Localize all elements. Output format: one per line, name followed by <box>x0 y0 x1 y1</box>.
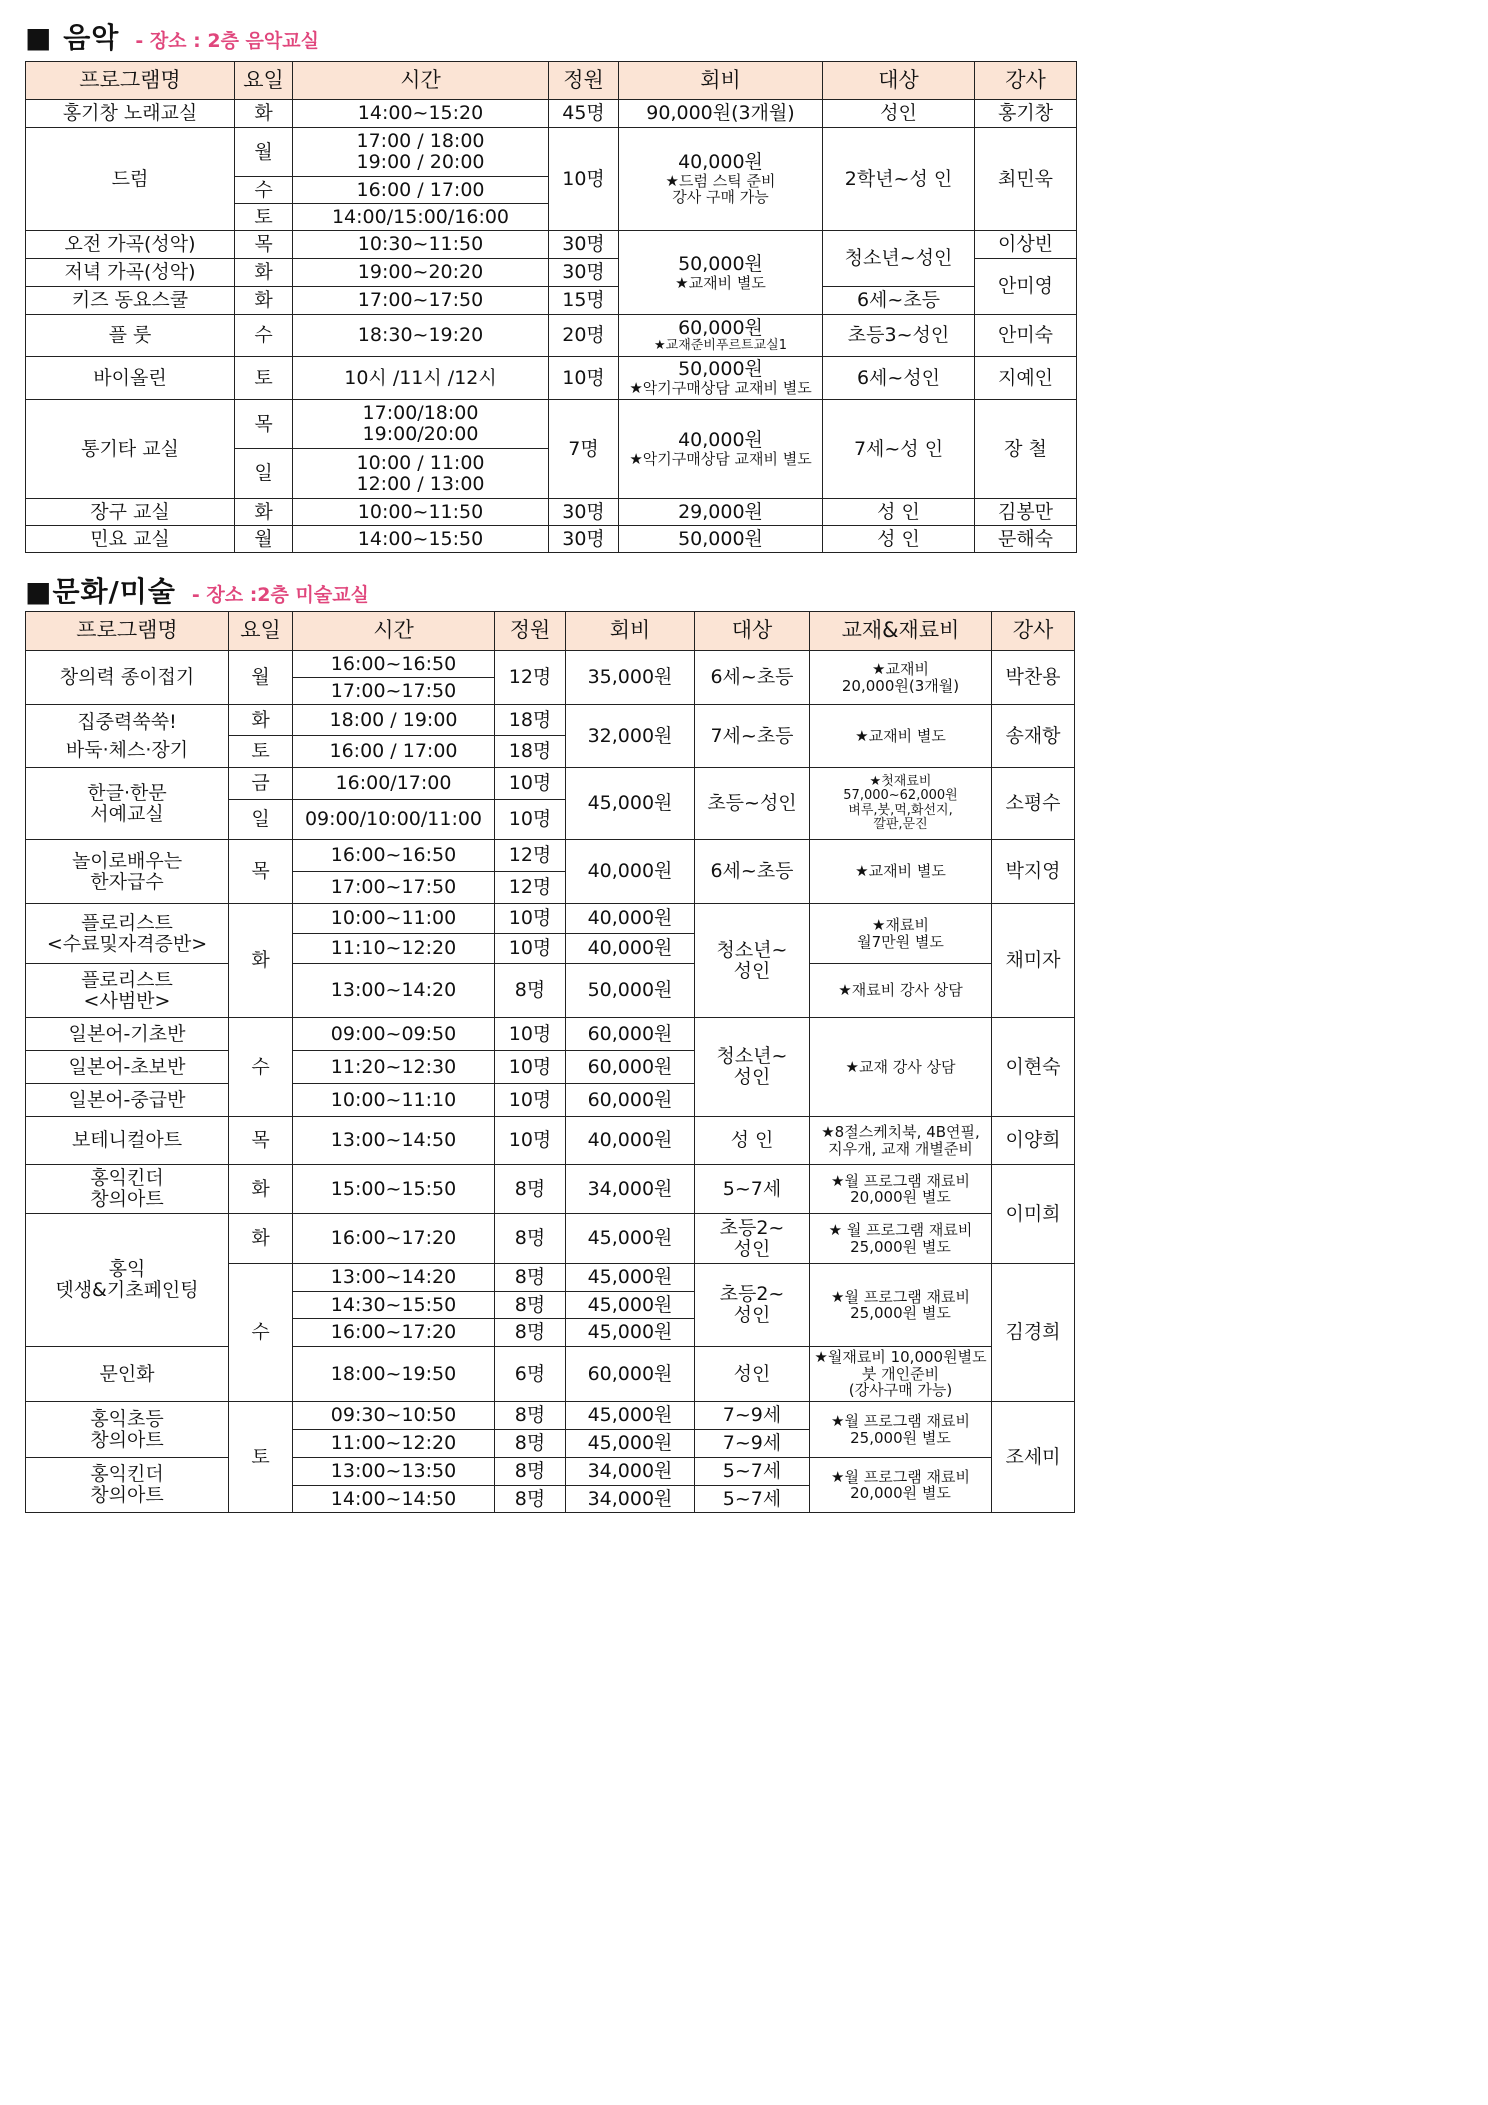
teacher: 박지영 <box>992 840 1075 904</box>
fee: 45,000원 <box>566 1214 695 1264</box>
time: 13:00~14:50 <box>293 1117 495 1165</box>
time: 11:00~12:20 <box>293 1430 495 1458</box>
program-name: 저녁 가곡(성악) <box>26 259 235 287</box>
art-title: ■문화/미술 <box>25 575 176 608</box>
program-name: 키즈 동요스쿨 <box>26 287 235 315</box>
capacity: 8명 <box>495 1292 566 1319</box>
teacher: 채미자 <box>992 904 1075 1018</box>
capacity: 10명 <box>495 934 566 964</box>
fee: 60,000원 <box>566 1018 695 1051</box>
table-row <box>26 964 1075 1018</box>
material: ★교재비 별도 <box>810 705 992 768</box>
fee: 60,000원 <box>566 1347 695 1402</box>
header-day: 요일 <box>229 612 293 651</box>
capacity: 10명 <box>495 1084 566 1117</box>
material: ★월 프로그램 재료비 25,000원 별도 <box>810 1402 992 1458</box>
program-name: 일본어-기초반 <box>26 1018 229 1051</box>
fee: 34,000원 <box>566 1458 695 1486</box>
day: 목 <box>229 1117 293 1165</box>
day: 수 <box>229 1264 293 1402</box>
header-fee: 회비 <box>619 62 823 100</box>
time: 13:00~14:20 <box>293 964 495 1018</box>
capacity: 10명 <box>495 1051 566 1084</box>
time: 17:00 / 18:00 19:00 / 20:00 <box>293 128 549 177</box>
teacher: 문해숙 <box>975 526 1077 553</box>
capacity: 12명 <box>495 651 566 705</box>
fee: 40,000원 <box>566 840 695 904</box>
target: 2학년~성 인 <box>823 128 975 231</box>
table-row <box>26 768 1075 800</box>
target: 청소년~ 성인 <box>695 1018 810 1117</box>
capacity: 10명 <box>549 128 619 231</box>
header-fee: 회비 <box>566 612 695 651</box>
program-name: 홍기창 노래교실 <box>26 100 235 128</box>
fee: 50,000원 <box>678 252 763 275</box>
teacher: 홍기창 <box>975 100 1077 128</box>
capacity: 6명 <box>495 1347 566 1402</box>
table-row <box>26 357 1077 400</box>
program-name: 통기타 교실 <box>26 400 235 499</box>
capacity: 8명 <box>495 1264 566 1292</box>
capacity: 18명 <box>495 736 566 768</box>
teacher: 김봉만 <box>975 499 1077 526</box>
day: 목 <box>235 400 293 449</box>
capacity: 10명 <box>495 1018 566 1051</box>
header-time: 시간 <box>293 62 549 100</box>
fee: 45,000원 <box>566 768 695 840</box>
table-row <box>26 1165 1075 1214</box>
fee: 40,000원 <box>566 904 695 934</box>
time: 09:30~10:50 <box>293 1402 495 1430</box>
teacher: 이상빈 <box>975 231 1077 259</box>
time: 17:00~17:50 <box>293 287 549 315</box>
time: 18:00 / 19:00 <box>293 705 495 736</box>
program-name: 놀이로배우는 한자급수 <box>26 840 229 904</box>
capacity: 30명 <box>549 259 619 287</box>
table-row <box>26 904 1075 934</box>
program-name: 드럼 <box>26 128 235 231</box>
fee: 45,000원 <box>566 1402 695 1430</box>
teacher: 장 철 <box>975 400 1077 499</box>
teacher: 지예인 <box>975 357 1077 400</box>
teacher: 안미영 <box>975 259 1077 315</box>
day: 수 <box>235 177 293 204</box>
capacity: 8명 <box>495 1319 566 1347</box>
day: 토 <box>235 357 293 400</box>
target: 6세~초등 <box>695 840 810 904</box>
capacity: 10명 <box>495 768 566 800</box>
fee: 60,000원 <box>566 1051 695 1084</box>
table-header-row <box>26 62 1077 100</box>
table-row <box>26 231 1077 259</box>
fee-note: ★교재비 별도 <box>675 273 766 292</box>
day: 화 <box>235 287 293 315</box>
fee: 29,000원 <box>619 499 823 526</box>
capacity: 10명 <box>549 357 619 400</box>
teacher: 최민욱 <box>975 128 1077 231</box>
table-header-row <box>26 612 1075 651</box>
time: 10:00 / 11:00 12:00 / 13:00 <box>293 449 549 499</box>
capacity: 8명 <box>495 1402 566 1430</box>
fee: 60,000원 <box>678 316 763 339</box>
header-teacher: 강사 <box>975 62 1077 100</box>
target: 6세~초등 <box>823 287 975 315</box>
day: 일 <box>229 800 293 840</box>
target: 성 인 <box>695 1117 810 1165</box>
capacity: 7명 <box>549 400 619 499</box>
day: 목 <box>235 231 293 259</box>
time: 10:00~11:10 <box>293 1084 495 1117</box>
target: 초등3~성인 <box>823 315 975 357</box>
fee: 50,000원 <box>566 964 695 1018</box>
day: 목 <box>229 840 293 904</box>
music-location: - 장소 : 2층 음악교실 <box>135 30 319 52</box>
fee: 40,000원 <box>566 1117 695 1165</box>
header-program: 프로그램명 <box>26 612 229 651</box>
material: ★월 프로그램 재료비 20,000원 별도 <box>810 1458 992 1513</box>
material: ★8절스케치북, 4B연필, 지우개, 교재 개별준비 <box>810 1117 992 1165</box>
day: 월 <box>229 651 293 705</box>
time: 13:00~14:20 <box>293 1264 495 1292</box>
teacher: 소평수 <box>992 768 1075 840</box>
fee: 45,000원 <box>566 1292 695 1319</box>
teacher: 조세미 <box>992 1402 1075 1513</box>
material: ★교재비 별도 <box>810 840 992 904</box>
target: 7세~초등 <box>695 705 810 768</box>
program-name: 보테니컬아트 <box>26 1117 229 1165</box>
capacity: 30명 <box>549 526 619 553</box>
day: 화 <box>235 259 293 287</box>
fee-cell <box>619 128 823 231</box>
capacity: 8명 <box>495 1458 566 1486</box>
time: 15:00~15:50 <box>293 1165 495 1214</box>
material: ★월 프로그램 재료비 20,000원 별도 <box>810 1165 992 1214</box>
program-name: 문인화 <box>26 1347 229 1402</box>
day: 화 <box>229 1214 293 1264</box>
header-program: 프로그램명 <box>26 62 235 100</box>
program-name: 바이올린 <box>26 357 235 400</box>
program-name: 홍익킨더 창의아트 <box>26 1165 229 1214</box>
target: 6세~초등 <box>695 651 810 705</box>
capacity: 30명 <box>549 231 619 259</box>
capacity: 8명 <box>495 1214 566 1264</box>
time: 10:00~11:50 <box>293 499 549 526</box>
capacity: 10명 <box>495 904 566 934</box>
material: ★첫재료비 57,000~62,000원 벼루,붓,먹,화선지, 깔판,문진 <box>810 768 992 840</box>
table-row <box>26 499 1077 526</box>
program-name: 홍익 뎃생&기초페인팅 <box>26 1214 229 1347</box>
day: 화 <box>229 1165 293 1214</box>
target: 성인 <box>695 1347 810 1402</box>
day: 일 <box>235 449 293 499</box>
fee: 40,000원 <box>678 151 763 174</box>
fee: 32,000원 <box>566 705 695 768</box>
target: 7~9세 <box>695 1402 810 1430</box>
material: ★ 월 프로그램 재료비 25,000원 별도 <box>810 1214 992 1264</box>
teacher: 박찬용 <box>992 651 1075 705</box>
capacity: 18명 <box>495 705 566 736</box>
time: 11:10~12:20 <box>293 934 495 964</box>
fee-cell <box>619 231 823 315</box>
time: 11:20~12:30 <box>293 1051 495 1084</box>
capacity: 20명 <box>549 315 619 357</box>
art-location: - 장소 :2층 미술교실 <box>191 584 369 606</box>
header-capacity: 정원 <box>549 62 619 100</box>
table-row <box>26 128 1077 177</box>
time: 16:00~17:20 <box>293 1214 495 1264</box>
target: 청소년~ 성인 <box>695 904 810 1018</box>
table-row <box>26 1347 1075 1402</box>
fee-cell <box>619 357 823 400</box>
capacity: 10명 <box>495 1117 566 1165</box>
target: 성 인 <box>823 499 975 526</box>
time: 14:30~15:50 <box>293 1292 495 1319</box>
table-row <box>26 100 1077 128</box>
header-material: 교재&재료비 <box>810 612 992 651</box>
time: 10시 /11시 /12시 <box>293 357 549 400</box>
capacity: 10명 <box>495 800 566 840</box>
fee: 40,000원 <box>678 429 763 452</box>
time: 09:00~09:50 <box>293 1018 495 1051</box>
fee: 50,000원 <box>678 358 763 381</box>
material: ★교재 강사 상담 <box>810 1018 992 1117</box>
header-target: 대상 <box>823 62 975 100</box>
time: 16:00/17:00 <box>293 768 495 800</box>
program-name: 창의력 종이접기 <box>26 651 229 705</box>
header-capacity: 정원 <box>495 612 566 651</box>
material: ★재료비 월7만원 별도 <box>810 904 992 964</box>
table-row <box>26 526 1077 553</box>
time: 13:00~13:50 <box>293 1458 495 1486</box>
target: 5~7세 <box>695 1165 810 1214</box>
table-row <box>26 1458 1075 1486</box>
day: 토 <box>235 204 293 231</box>
teacher: 이현숙 <box>992 1018 1075 1117</box>
day: 화 <box>229 705 293 736</box>
program-name: 장구 교실 <box>26 499 235 526</box>
program-name: 일본어-초보반 <box>26 1051 229 1084</box>
header-time: 시간 <box>293 612 495 651</box>
fee: 60,000원 <box>566 1084 695 1117</box>
program-name: 홍익킨더 창의아트 <box>26 1458 229 1513</box>
table-row <box>26 287 1077 315</box>
time: 18:00~19:50 <box>293 1347 495 1402</box>
time: 10:30~11:50 <box>293 231 549 259</box>
day: 토 <box>229 736 293 768</box>
time: 14:00/15:00/16:00 <box>293 204 549 231</box>
time: 16:00~17:20 <box>293 1319 495 1347</box>
table-row <box>26 315 1077 357</box>
table-row <box>26 1117 1075 1165</box>
fee: 40,000원 <box>566 934 695 964</box>
fee: 34,000원 <box>566 1165 695 1214</box>
time: 16:00 / 17:00 <box>293 736 495 768</box>
day: 수 <box>229 1018 293 1117</box>
day: 월 <box>235 128 293 177</box>
capacity: 8명 <box>495 964 566 1018</box>
table-row <box>26 1402 1075 1430</box>
target: 7세~성 인 <box>823 400 975 499</box>
day: 화 <box>235 100 293 128</box>
time: 19:00~20:20 <box>293 259 549 287</box>
teacher: 김경희 <box>992 1264 1075 1402</box>
fee-note: ★드럼 스틱 준비 강사 구매 가능 <box>665 171 776 207</box>
teacher: 이미희 <box>992 1165 1075 1264</box>
teacher: 이양희 <box>992 1117 1075 1165</box>
target: 성 인 <box>823 526 975 553</box>
fee: 34,000원 <box>566 1486 695 1513</box>
target: 성인 <box>823 100 975 128</box>
fee: 35,000원 <box>566 651 695 705</box>
material: ★재료비 강사 상담 <box>810 964 992 1018</box>
fee-note: ★악기구매상담 교재비 별도 <box>629 379 812 398</box>
fee: 90,000원(3개월) <box>619 100 823 128</box>
material: ★월 프로그램 재료비 25,000원 별도 <box>810 1264 992 1347</box>
time: 14:00~15:20 <box>293 100 549 128</box>
target: 초등2~ 성인 <box>695 1264 810 1347</box>
program-name: 플로리스트 <사범반> <box>26 964 229 1018</box>
capacity: 15명 <box>549 287 619 315</box>
header-day: 요일 <box>235 62 293 100</box>
table-row <box>26 400 1077 449</box>
time: 17:00/18:00 19:00/20:00 <box>293 400 549 449</box>
music-title: ■ 음악 <box>25 21 120 54</box>
time: 17:00~17:50 <box>293 872 495 904</box>
target: 초등2~ 성인 <box>695 1214 810 1264</box>
time: 10:00~11:00 <box>293 904 495 934</box>
target: 5~7세 <box>695 1486 810 1513</box>
time: 16:00~16:50 <box>293 840 495 872</box>
capacity: 12명 <box>495 872 566 904</box>
capacity: 12명 <box>495 840 566 872</box>
program-name: 한글·한문 서예교실 <box>26 768 229 840</box>
day: 화 <box>229 904 293 1018</box>
time: 14:00~15:50 <box>293 526 549 553</box>
program-name: 플로리스트 <수료및자격증반> <box>26 904 229 964</box>
capacity: 8명 <box>495 1430 566 1458</box>
header-target: 대상 <box>695 612 810 651</box>
time: 14:00~14:50 <box>293 1486 495 1513</box>
day: 금 <box>229 768 293 800</box>
time: 16:00~16:50 <box>293 651 495 678</box>
table-row <box>26 705 1075 736</box>
target: 청소년~성인 <box>823 231 975 287</box>
music-section-title <box>25 16 319 56</box>
teacher: 송재항 <box>992 705 1075 768</box>
music-table <box>25 61 1077 553</box>
day: 수 <box>235 315 293 357</box>
time: 17:00~17:50 <box>293 678 495 705</box>
art-table <box>25 611 1075 1513</box>
art-section-title <box>25 570 369 610</box>
program-name: 플 룻 <box>26 315 235 357</box>
fee: 50,000원 <box>619 526 823 553</box>
time: 16:00 / 17:00 <box>293 177 549 204</box>
table-row <box>26 651 1075 678</box>
table-row <box>26 840 1075 872</box>
material: ★교재비 20,000원(3개월) <box>810 651 992 705</box>
target: 6세~성인 <box>823 357 975 400</box>
fee: 45,000원 <box>566 1264 695 1292</box>
capacity: 8명 <box>495 1165 566 1214</box>
day: 월 <box>235 526 293 553</box>
target: 초등~성인 <box>695 768 810 840</box>
program-name: 홍익초등 창의아트 <box>26 1402 229 1458</box>
teacher: 안미숙 <box>975 315 1077 357</box>
fee: 45,000원 <box>566 1430 695 1458</box>
program-name: 일본어-중급반 <box>26 1084 229 1117</box>
program-name: 집중력쑥쑥! 바둑·체스·장기 <box>26 705 229 768</box>
target: 5~7세 <box>695 1458 810 1486</box>
material: ★월재료비 10,000원별도 붓 개인준비 (강사구매 가능) <box>810 1347 992 1402</box>
fee: 45,000원 <box>566 1319 695 1347</box>
program-name: 오전 가곡(성악) <box>26 231 235 259</box>
fee-note: ★악기구매상담 교재비 별도 <box>629 450 812 469</box>
fee-cell <box>619 315 823 357</box>
fee-cell <box>619 400 823 499</box>
target: 7~9세 <box>695 1430 810 1458</box>
capacity: 8명 <box>495 1486 566 1513</box>
fee-note: ★교재준비푸르트교실1 <box>654 337 787 353</box>
day: 화 <box>235 499 293 526</box>
time: 09:00/10:00/11:00 <box>293 800 495 840</box>
program-name: 민요 교실 <box>26 526 235 553</box>
header-teacher: 강사 <box>992 612 1075 651</box>
time: 18:30~19:20 <box>293 315 549 357</box>
table-row <box>26 1214 1075 1264</box>
table-row <box>26 1018 1075 1051</box>
capacity: 45명 <box>549 100 619 128</box>
capacity: 30명 <box>549 499 619 526</box>
day: 토 <box>229 1402 293 1513</box>
